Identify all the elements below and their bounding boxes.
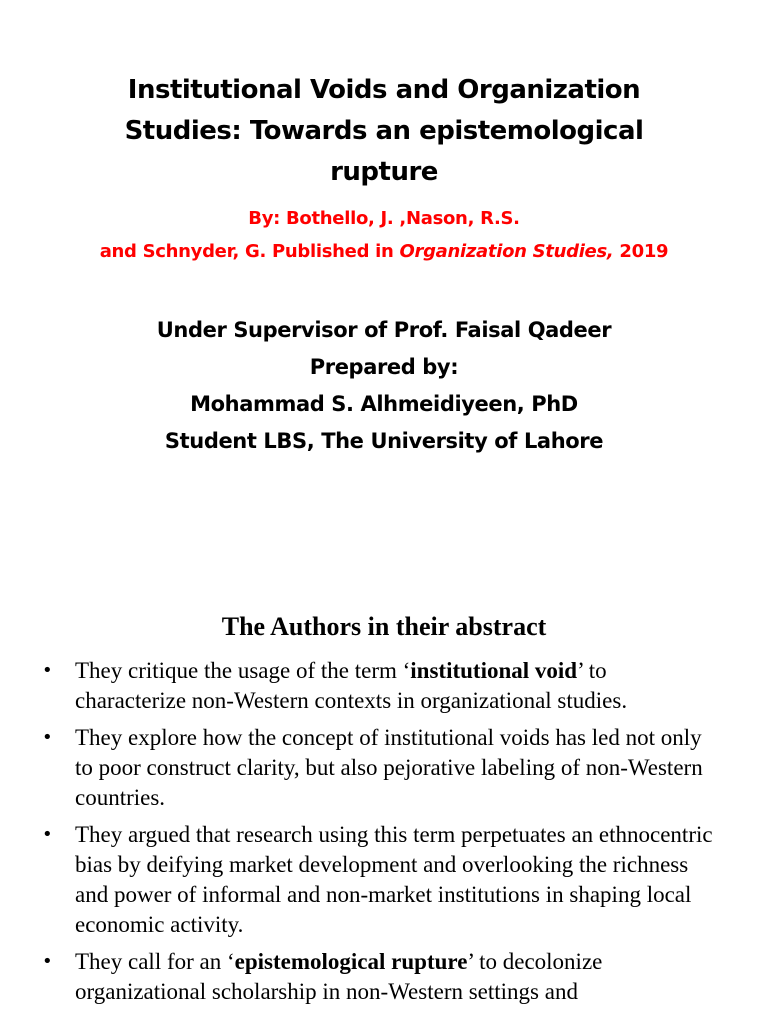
bullet-bold-term: institutional void (410, 658, 578, 683)
bullet-dot-icon: • (42, 951, 53, 972)
bullet-text: They argued that research using this term perpetuates an ethnocentric bias by deifying market development and overlooking the richness and power of informal and non-market institutions in shaping local economic activity. (75, 822, 713, 937)
author-affiliation: Student LBS, The University of Lahore (164, 429, 604, 453)
title-line-1: Institutional Voids and Organization (127, 75, 641, 105)
bullet-dot-icon: • (42, 727, 53, 748)
bullet-text-before: They call for an ‘ (75, 949, 235, 974)
bullet-item (0, 820, 768, 940)
author-name: Mohammad S. Alhmeidiyeen, PhD (190, 392, 578, 416)
presentation-title (60, 70, 708, 193)
byline-line-1: By: Bothello, J. ,Nason, R.S. (248, 208, 520, 229)
title-line-2: Studies: Towards an epistemological (124, 116, 644, 146)
bullet-dot-icon: • (42, 660, 53, 681)
bullet-dot-icon: • (42, 824, 53, 845)
abstract-bullet-list (0, 656, 768, 1014)
abstract-heading: The Authors in their abstract (221, 612, 547, 641)
publication-year: 2019 (613, 241, 669, 262)
bullet-item (0, 723, 768, 813)
presenter-credits (40, 312, 728, 460)
byline-line-2 (40, 235, 728, 268)
bullet-text-after: ’ to decolonize organizational scholarship in non-Western settings and (75, 949, 603, 1004)
authors-byline (40, 202, 728, 268)
bullet-text-after: ’ to characterize non-Western contexts in organizational studies. (75, 658, 628, 713)
byline-prefix: and Schnyder, G. Published in (99, 241, 400, 262)
supervisor-line: Under Supervisor of Prof. Faisal Qadeer (156, 318, 612, 342)
journal-name: Organization Studies, (399, 241, 614, 262)
bullet-item (0, 947, 768, 1007)
bullet-text-before: They critique the usage of the term ‘ (75, 658, 411, 683)
prepared-by-label: Prepared by: (309, 355, 459, 379)
bullet-item (0, 656, 768, 716)
bullet-bold-term: epistemological rupture (234, 949, 468, 974)
bullet-text: They explore how the concept of institutional voids has led not only to poor construct clarity, but also pejorative labeling of non-Western countries. (75, 725, 703, 810)
title-line-3: rupture (330, 157, 438, 187)
abstract-slide (0, 580, 768, 1024)
